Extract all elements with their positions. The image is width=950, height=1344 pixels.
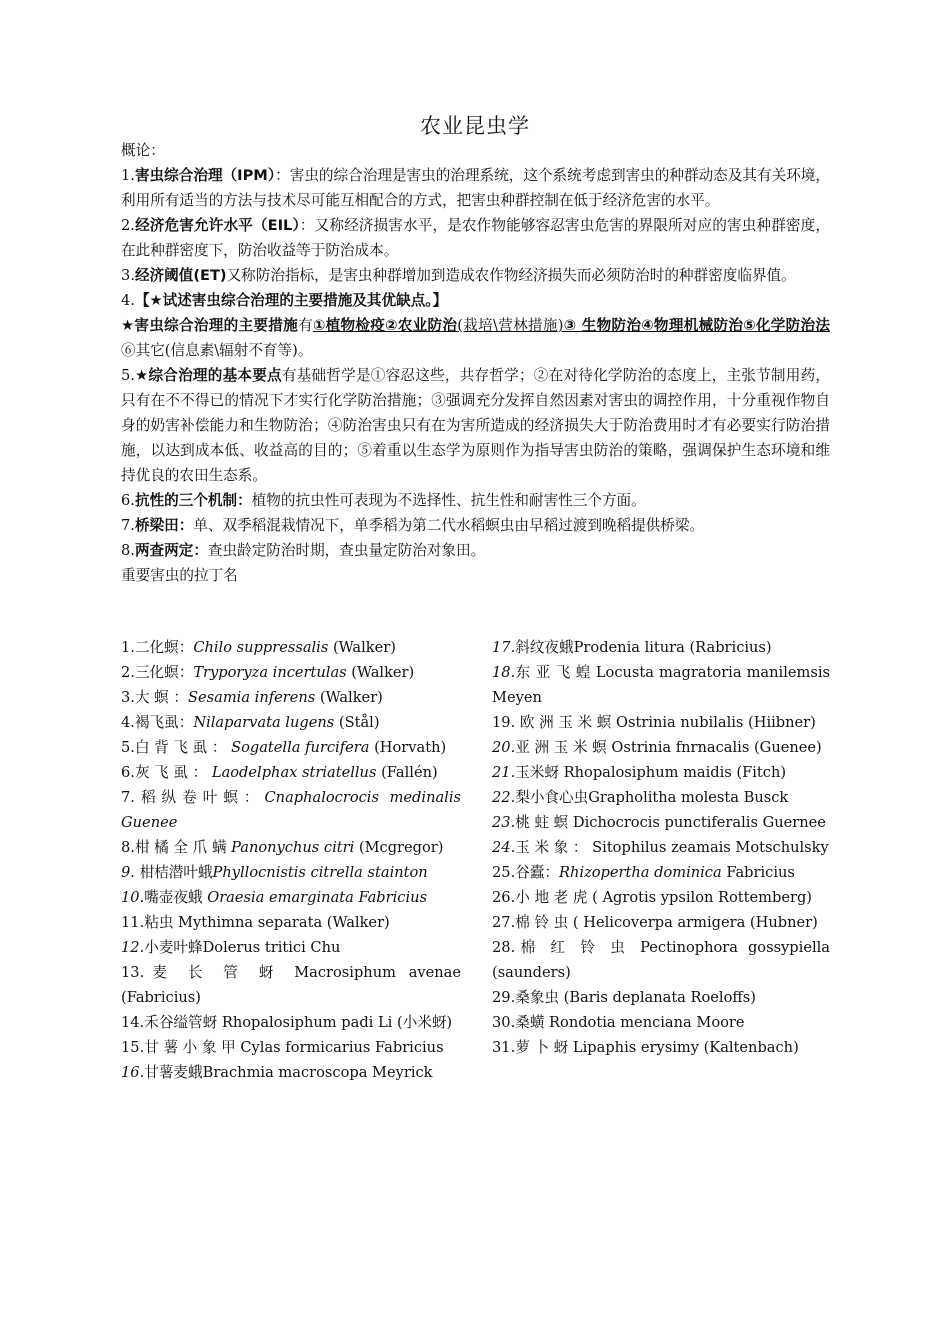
list-item: 5.白 背 飞 虱 ： Sogatella furcifera (Horvath) <box>121 739 447 756</box>
paragraph-4-answer <box>121 313 830 363</box>
list-item: 20.亚 洲 玉 米 螟 Ostrinia fnrnacalis (Guenee) <box>492 739 822 756</box>
list-item: 4.褐飞虱：Nilaparvata lugens (Stål) <box>121 714 380 731</box>
measures-note: (栽培\营林措施) <box>457 317 564 334</box>
list-item: 15.甘 薯 小 象 甲 Cylas formicarius Fabricius <box>121 1039 444 1056</box>
list-item: 24.玉 米 象 ： Sitophilus zeamais Motschulsky <box>492 839 829 856</box>
measures-3-5: ③ 生物防治④物理机械防治⑤化学防治法 <box>563 317 830 334</box>
definition-text: 单、双季稻混栽情况下，单季稻为第二代水稻螟虫由早稻过渡到晚稻提供桥梁。 <box>193 517 705 534</box>
paragraph-7 <box>121 513 830 538</box>
pest-list-right <box>492 635 830 1060</box>
definition-text: 植物的抗虫性可表现为不选择性、抗生性和耐害性三个方面。 <box>251 492 646 509</box>
term-et: 经济阈值(ET) <box>134 267 227 284</box>
definition-text: 有基础哲学是①容忍这些，共存哲学；②在对待化学防治的态度上，主张节制用药，只有在不不得已的情况下才实行化学防治措施；③强调充分发挥自然因素对害虫的调控作用，十分重视作物自身的奶害补偿能力和生物防治；④防治害虫只有在为害所造成的经济损失大于防治费用时才有必要实行防治措施，以达到成本低、收益高的目的；⑤着重以生态学为原则作为指导害虫防治的策略，强调保护生态环境和维持优良的农田生态系。 <box>121 367 830 484</box>
definition-text: 查虫龄定防治时期，查虫量定防治对象田。 <box>207 542 486 559</box>
pest-list-left <box>121 635 461 1085</box>
definition-text: 又称防治指标，是害虫种群增加到造成农作物经济损失而必须防治时的种群密度临界值。 <box>226 267 796 284</box>
list-item: 11.粘虫 Mythimna separata (Walker) <box>121 914 390 931</box>
list-item: 25.谷蠹：Rhizopertha dominica Fabricius <box>492 864 795 881</box>
paragraph-5 <box>121 363 830 488</box>
list-item: 23.桃 蛀 螟 Dichocrocis punctiferalis Guernee <box>492 814 826 831</box>
term-key-points: ★综合治理的基本要点 <box>134 367 282 384</box>
paragraph-6 <box>121 488 830 513</box>
list-item: 28.棉 红 铃 虫 Pectinophora gossypiella (saunders) <box>492 939 830 981</box>
paragraph-1 <box>121 163 830 213</box>
list-item: 3.大 螟 ：Sesamia inferens (Walker) <box>121 689 383 706</box>
question-heading: 【★试述害虫综合治理的主要措施及其优缺点。】 <box>134 292 448 309</box>
paragraph-number: 8. <box>121 542 135 559</box>
paragraph-number: 3. <box>121 267 135 284</box>
list-item: 29.桑象虫 (Baris deplanata Roeloffs) <box>492 989 756 1006</box>
paragraph-8 <box>121 538 830 563</box>
term-eil: 经济危害允许水平（EIL） <box>134 217 300 234</box>
list-item: 10.嘴壶夜蛾 Oraesia emarginata Fabricius <box>121 889 428 906</box>
answer-connector: 有 <box>298 317 313 334</box>
list-item: 31.萝 卜 蚜 Lipaphis erysimy (Kaltenbach) <box>492 1039 799 1056</box>
measures-6: ⑥其它(信息素\辐射不育等)。 <box>121 342 313 359</box>
answer-term: ★害虫综合治理的主要措施 <box>121 317 299 334</box>
list-item: 7.稻纵卷叶螟：Cnaphalocrocis medinalis Guenee <box>121 789 461 831</box>
list-item: 1.二化螟：Chilo suppressalis (Walker) <box>121 639 396 656</box>
paragraph-number: 5. <box>121 367 135 384</box>
list-item: 8.柑 橘 全 爪 螨 Panonychus citri (Mcgregor) <box>121 839 444 856</box>
paragraph-2 <box>121 213 830 263</box>
list-item: 26.小 地 老 虎 ( Agrotis ypsilon Rottemberg) <box>492 889 812 906</box>
list-item: 14.禾谷缢管蚜 Rhopalosiphum padi Li (小米蚜) <box>121 1014 453 1031</box>
list-item: 19. 欧 洲 玉 米 螟 Ostrinia nubilalis (Hiibner) <box>492 714 816 731</box>
list-item: 30.桑蟥 Rondotia menciana Moore <box>492 1014 745 1031</box>
list-item: 22.梨小食心虫Grapholitha molesta Busck <box>492 789 789 806</box>
list-item: 21.玉米蚜 Rhopalosiphum maidis (Fitch) <box>492 764 787 781</box>
paragraph-3 <box>121 263 830 288</box>
term-resistance: 抗性的三个机制： <box>134 492 252 509</box>
term-ipm: 害虫综合治理（IPM） <box>134 167 276 184</box>
list-item: 16.甘薯麦蛾Brachmia macroscopa Meyrick <box>121 1064 433 1081</box>
page-title: 农业昆虫学 <box>420 114 530 138</box>
list-item: 13.麦 长 管 蚜 Macrosiphum avenae (Fabricius) <box>121 964 462 1006</box>
intro-label: 概论： <box>121 142 165 159</box>
intro-section <box>121 138 830 588</box>
paragraph-number: 1. <box>121 167 135 184</box>
term-bridge-field: 桥梁田： <box>134 517 194 534</box>
paragraph-number: 4. <box>121 292 135 309</box>
paragraph-number: 6. <box>121 492 135 509</box>
list-item: 18.东 亚 飞 蝗 Locusta magratoria manilemsis Meyen <box>492 664 830 706</box>
definition-text: ：害虫的综合治理是害虫的治理系统，这个系统考虑到害虫的种群动态及其有关环境，利用所有适当的方法与技术尽可能互相配合的方式，把害虫种群控制在低于经济危害的水平。 <box>121 167 830 209</box>
measures-1-2: ①植物检疫②农业防治 <box>312 317 458 334</box>
list-item: 12.小麦叶蜂Dolerus tritici Chu <box>121 939 341 956</box>
list-item: 6.灰 飞 虱 ： Laodelphax striatellus (Fallén) <box>121 764 438 781</box>
list-item: 27.棉 铃 虫 ( Helicoverpa armigera (Hubner) <box>492 914 818 931</box>
list-item: 17.斜纹夜蛾Prodenia litura (Rabricius) <box>492 639 772 656</box>
list-heading: 重要害虫的拉丁名 <box>121 567 238 584</box>
list-item: 2.三化螟：Tryporyza incertulas (Walker) <box>121 664 415 681</box>
paragraph-number: 7. <box>121 517 135 534</box>
definition-text: ：又称经济损害水平，是农作物能够容忍害虫危害的界限所对应的害虫种群密度，在此种群密度下，防治收益等于防治成本。 <box>121 217 830 259</box>
paragraph-4-question <box>121 288 830 313</box>
list-item: 9. 柑桔潜叶蛾Phyllocnistis citrella stainton <box>121 864 428 881</box>
paragraph-number: 2. <box>121 217 135 234</box>
term-two-checks: 两查两定： <box>134 542 208 559</box>
